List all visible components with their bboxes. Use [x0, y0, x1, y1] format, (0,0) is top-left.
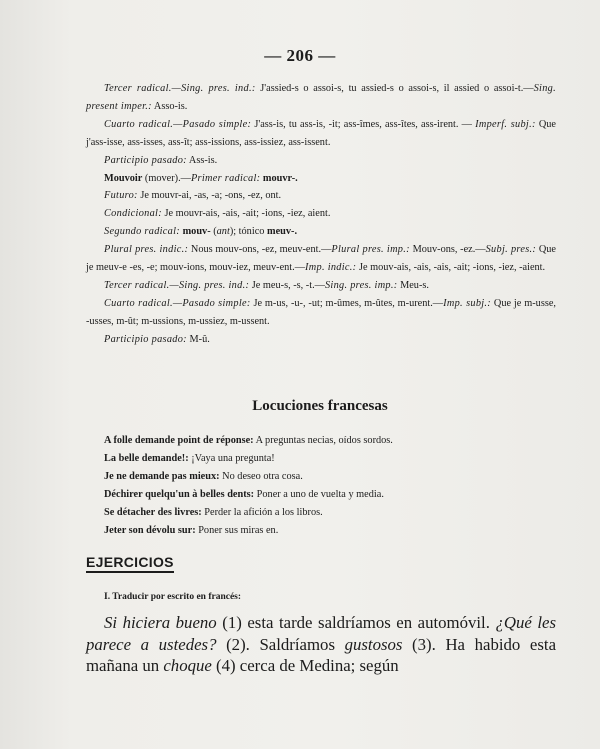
- locucion-item: [104, 486, 574, 504]
- text-segment: Meu-s.: [397, 279, 429, 291]
- text-segment: (4) cerca de Medina; según: [211, 656, 399, 675]
- text-segment: (: [210, 226, 217, 238]
- locucion-french: Déchirer quelqu'un à belles dents:: [104, 488, 255, 500]
- conjugation-paragraph: [86, 241, 556, 277]
- exercise-text: [86, 612, 556, 677]
- text-segment: Ass-is.: [186, 154, 218, 166]
- conjugation-paragraph: [86, 187, 556, 205]
- text-segment: (2). Saldríamos: [216, 634, 345, 654]
- text-segment: Plural pres. imp.:: [331, 244, 410, 256]
- conjugation-paragraph: [86, 205, 556, 223]
- locuciones-heading: Locuciones francesas: [252, 398, 388, 414]
- conjugation-paragraph: [86, 170, 556, 188]
- text-segment: Segundo radical:: [104, 226, 181, 238]
- locucion-french: La belle demande!:: [104, 452, 189, 464]
- text-segment: mouv-: [182, 226, 211, 238]
- text-segment: Condicional:: [104, 208, 162, 220]
- locucion-spanish: Poner sus miras en.: [195, 524, 279, 536]
- conjugation-paragraph: [86, 295, 556, 331]
- text-segment: Si hiciera bueno: [104, 613, 217, 632]
- ejercicios-heading: EJERCICIOS: [86, 554, 174, 573]
- text-segment: Subj. pres.:: [485, 244, 537, 256]
- conjugation-paragraph: [86, 277, 556, 295]
- text-segment: (1) esta tarde saldríamos en automóvil.: [216, 613, 496, 632]
- text-segment: Imp. subj.:: [443, 297, 492, 309]
- text-segment: Mouv-ons, -ez.—: [409, 244, 486, 256]
- locucion-item: [104, 504, 574, 522]
- locucion-french: Jeter son dévolu sur:: [104, 524, 196, 536]
- text-segment: meuv-.: [267, 226, 298, 238]
- text-segment: ant: [216, 226, 230, 238]
- text-segment: Participio pasado:: [104, 154, 187, 166]
- locucion-french: Je ne demande pas mieux:: [104, 470, 220, 482]
- text-segment: Que je m-usse, -usses, m-ût; m-ussions, m-ussiez, m-ussent.: [86, 297, 556, 327]
- locucion-spanish: No deseo otra cosa.: [219, 470, 303, 482]
- text-segment: Je meu-s, -s, -t.—: [249, 279, 325, 291]
- locucion-spanish: Poner a uno de vuelta y media.: [254, 488, 384, 500]
- text-segment: Je mouv-ais, -ais, -ais, -ait; -ions, -iez, -aient.: [356, 262, 546, 274]
- locucion-french: A folle demande point de réponse:: [104, 435, 254, 446]
- text-segment: Participio pasado:: [104, 333, 187, 345]
- locucion-spanish: A preguntas necias, oídos sordos.: [253, 435, 393, 446]
- conjugation-paragraph: [86, 152, 556, 170]
- text-segment: Tercer radical.—Sing. pres. ind.:: [104, 83, 256, 94]
- text-segment: ); tónico: [229, 226, 267, 238]
- conjugation-paragraph: [86, 80, 556, 116]
- text-segment: Je m-us, -u-, -ut; m-ûmes, m-ûtes, m-urent.—: [250, 297, 444, 309]
- locucion-french: Se détacher des livres:: [104, 506, 202, 518]
- conjugation-paragraph: [86, 223, 556, 241]
- locucion-item: [104, 450, 574, 468]
- text-segment: ¿Qué les parece a ustedes?: [86, 613, 556, 654]
- exercise-paragraph: [86, 612, 556, 677]
- text-segment: Cuarto radical.—Pasado simple:: [104, 118, 252, 130]
- text-segment: Imp. indic.:: [305, 262, 357, 274]
- text-segment: Sing. pres. imp.:: [324, 279, 398, 291]
- text-segment: Tercer radical.—Sing. pres. ind.:: [104, 279, 250, 291]
- text-segment: M-û.: [186, 333, 210, 345]
- locucion-item: [104, 468, 574, 486]
- text-segment: Mouvoir: [104, 172, 143, 184]
- conjugation-paragraph: [86, 116, 556, 152]
- text-segment: Imperf. subj.:: [475, 118, 536, 130]
- locuciones-list: [104, 432, 574, 539]
- text-segment: Je mouvr-ais, -ais, -ait; -ions, -iez, aient.: [161, 208, 331, 220]
- text-segment: J'assied-s o assoi-s, tu assied-s o assoi-s, il assied o assoi-t.—: [255, 83, 534, 94]
- page-number: — 206 —: [264, 46, 336, 65]
- text-segment: (mover).—: [142, 172, 191, 184]
- conjugation-section: [86, 80, 556, 349]
- text-segment: Asso-is.: [151, 100, 188, 112]
- locucion-item: [104, 522, 574, 540]
- text-segment: Que je meuv-e -es, -e; mouv-ions, mouv-iez, meuv-ent.—: [86, 244, 556, 274]
- locucion-spanish: Perder la afición a los libros.: [201, 506, 323, 518]
- locucion-item: [104, 432, 574, 450]
- text-segment: (3). Ha habido esta mañana un: [86, 634, 557, 675]
- locucion-spanish: ¡Vaya una pregunta!: [188, 452, 275, 464]
- text-segment: Primer radical:: [190, 172, 261, 184]
- text-segment: mouvr-.: [260, 172, 298, 184]
- text-segment: Que j'ass-isse, ass-isses, ass-ît; ass-issions, ass-issiez, ass-issent.: [86, 118, 557, 148]
- text-segment: Je mouvr-ai, -as, -a; -ons, -ez, ont.: [137, 190, 282, 202]
- text-segment: gustosos: [344, 634, 403, 654]
- text-segment: Futuro:: [104, 190, 138, 202]
- text-segment: Sing. present imper.:: [86, 83, 556, 112]
- text-segment: J'ass-is, tu ass-is, -it; ass-îmes, ass-îtes, ass-irent. —: [251, 118, 476, 130]
- conjugation-paragraph: [86, 331, 556, 349]
- text-segment: Cuarto radical.—Pasado simple:: [104, 297, 251, 309]
- exercise-instruction: I. Traducir por escrito en francés:: [104, 592, 242, 602]
- text-segment: Plural pres. indic.:: [104, 244, 189, 256]
- text-segment: choque: [163, 656, 212, 675]
- text-segment: Nous mouv-ons, -ez, meuv-ent.—: [188, 244, 332, 256]
